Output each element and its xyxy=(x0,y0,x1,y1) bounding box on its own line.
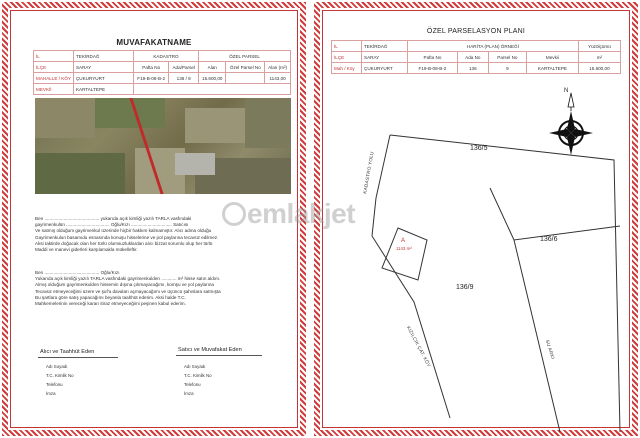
road-kadastro-line xyxy=(372,135,390,236)
statement-seller: Ben ........................................... yukarıda açık kimliği yazılı TARLA vasfındaki gayrimenkulün .................................. Oğlu/Kızı ................................ Satıcısı Ve satmış olduğum gayrimenkul üzerinde hiçbir hakkım kalmamıştır. Alıcı adına olduğu Gayrimenkulun basamıdu esnasında konuşu hisselerine ve pol paylarına tecavüz edilmez. Aksi taktirde doğacak olan her türlü olumsuzluklardan alıcı bizzat sorumlu olup her türlü Maddi ve manevi giderleri karşılamakla mükelleftir. xyxy=(35,216,219,253)
aerial-photo xyxy=(35,98,291,194)
parcel-136-5-boundary xyxy=(390,135,620,432)
parcel-136-5-label: 136/5 xyxy=(470,145,488,152)
page-title: MUVAFAKATNAME xyxy=(116,38,192,47)
compass-icon xyxy=(549,93,593,155)
parcel-136-9-label: 136/9 xyxy=(456,284,474,291)
seller-signature-underline xyxy=(176,355,262,356)
page-title: ÖZEL PARSELASYON PLANI xyxy=(426,28,526,35)
watermark-logo-icon xyxy=(222,202,246,226)
buyer-signature-title: Alıcı ve Taahhüt Eden xyxy=(40,349,95,355)
muvafakatname-page: MUVAFAKATNAME İL TEKİRDAĞ KADASTRO ÖZEL PARSEL İLÇE SARAY Pafta No Ada/Parsel Alan Özel Parsel No Alan (m²) MAHALLE / KÖY ÇUKURYURT F19-B-08-B-2 136 / 9 15.600,00 1143,00 MEVKİİ KARTALTEPE Ben ........................................... yukarıda açık kimliği yazılı TARLA vasfındaki gayrimenkulün .................................. Oğlu/Kızı ................................ Satıcısı Ve satmış olduğum gayrimenkul üzerinde hiçbir hakkım kalmamıştır. Alıcı adına olduğu Gayrimenkulun basamıdu esnasında konuşu hisselerine ve pol paylarına tecavüz edilmez. Aksi taktirde doğacak olan her türlü olumsuzluklardan alıcı bizzat sorumlu olup her türlü Maddi ve manevi giderleri karşılamakla mükelleftir. Ben ........................................... Oğlu/Kızı Yukarıda açık kimliği yazılı TARLA vasfındaki gayrimenkulden ............ m² hisse satın aldım. Almış olduğum gayrimenkulden hissemin dışına çıkmayacağımı, komşu ve yol paylarına Tecavüz etmeyeceğimi üzere ve şuf'a davaları açmayacağımı ve üçüncü şahıslara satmışta Bu şartlara göre satış yapacağımı beyanla taahhüt ederim. Aksi halde T.C. Mahkemelerinin vereceği kararı itiraz etmeyeceğimi peşinen kabul ederim. Alıcı ve Taahhüt Eden Adı Soyadı T.C. Kimlik No Telefonu İmza Satıcı ve Muvafakat Eden Adı Soyadı T.C. Kimlik No Telefonu İmza xyxy=(2,2,306,436)
parcel-a-area: 1143 m² xyxy=(396,246,412,251)
info-table: İL TEKİRDAĞ KADASTRO ÖZEL PARSEL İLÇE SARAY Pafta No Ada/Parsel Alan Özel Parsel No Alan (m²) MAHALLE / KÖY ÇUKURYURT F19-B-08-B-2 136 / 9 15.600,00 1143,00 MEVKİİ KARTALTEPE xyxy=(33,50,291,95)
water-channel-line xyxy=(514,240,560,432)
plan-info-table: İL TEKİRDAĞ HARİTA (PLAN) ÖRNEĞİ Yüzölçümü İLÇE SARAY Pafta No Ada No Parsel No Mevkii m² Mah / Köy ÇUKURYURT F19-B-08-B-2 136 9 KARTALTEPE 15.600,00 xyxy=(331,40,621,74)
parcel-map xyxy=(314,2,638,436)
road-kadastro-label: KADASTRO YOLU xyxy=(362,150,375,195)
statement-buyer: Ben ........................................... Oğlu/Kızı Yukarıda açık kimliği yazılı TARLA vasfındaki gayrimenkulden ............ m² hisse satın aldım. Almış olduğum gayrimenkulden hissemin dışına çıkmayacağımı, komşu ve yol paylarına Tecavüz etmeyeceğimi üzere ve şuf'a davaları açmayacağımı ve üçüncü şahıslara satmışta Bu şartlara göre satış yapacağımı beyanla taahhüt ederim. Aksi halde T.C. Mahkemelerinin vereceği kararı itiraz etmeyeceğimi peşinen kabul ederim. xyxy=(35,270,221,307)
water-channel-label: SU ARKI xyxy=(544,339,556,360)
parcel-136-6-label: 136/6 xyxy=(540,236,558,243)
compass-north-label: N xyxy=(564,88,569,94)
road-kizilcik-label: KIZILCIK ÇAT. KÖY xyxy=(405,325,432,368)
buyer-signature-underline xyxy=(38,357,118,358)
parcel-a-label: A xyxy=(401,238,406,244)
parcel-a-outline xyxy=(382,228,427,280)
parcel-plan-page xyxy=(314,2,638,436)
parcel-136-6-boundary xyxy=(490,188,620,240)
watermark-text: emlakjet xyxy=(247,198,356,229)
seller-signature-title: Satıcı ve Muvafakat Eden xyxy=(178,347,242,353)
